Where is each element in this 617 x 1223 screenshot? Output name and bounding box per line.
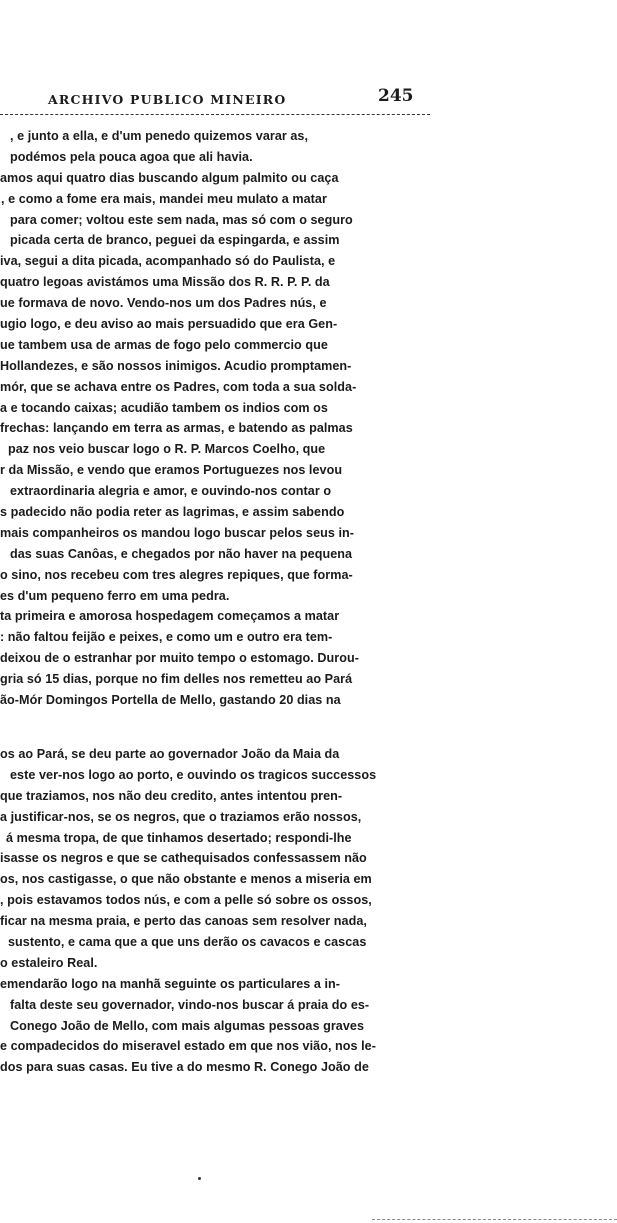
- text-line: o estaleiro Real.: [0, 955, 98, 970]
- text-line: s padecido não podia reter as lagrimas, e assim sabendo: [0, 505, 345, 520]
- text-line: os ao Pará, se deu parte ao governador João da Maia da: [0, 746, 340, 761]
- text-line: deixou de o estranhar por muito tempo o estomago. Durou-: [0, 651, 359, 666]
- text-line: amos aqui quatro dias buscando algum palmito ou caça: [0, 170, 339, 185]
- text-line: o sino, nos recebeu com tres alegres repiques, que forma-: [0, 567, 353, 582]
- text-line: á mesma tropa, de que tinhamos desertado; respondi-lhe: [6, 830, 352, 845]
- paragraph-gap: [0, 711, 440, 744]
- text-line: dos para suas casas. Eu tive a do mesmo R. Conego João de: [0, 1060, 369, 1075]
- text-line: das suas Canôas, e chegados por não haver na pequena: [10, 546, 353, 561]
- text-line: mór, que se achava entre os Padres, com toda a sua solda-: [0, 379, 357, 394]
- text-line: a justificar-nos, se os negros, que o traziamos erão nossos,: [0, 809, 362, 824]
- text-line: e compadecidos do miseravel estado em que nos vião, nos le-: [0, 1039, 376, 1054]
- stray-dot-mark: [198, 1177, 201, 1180]
- text-line: extraordinaria alegria e amor, e ouvindo-nos contar o: [10, 484, 332, 499]
- text-line: ue tambem usa de armas de fogo pelo commercio que: [0, 337, 328, 352]
- text-line: ue formava de novo. Vendo-nos um dos Padres nús, e: [0, 296, 327, 311]
- text-line: quatro legoas avistámos uma Missão dos R. R. P. P. da: [0, 275, 330, 290]
- text-line: Conego João de Mello, com mais algumas pessoas graves: [10, 1018, 364, 1033]
- text-line: picada certa de branco, peguei da espingarda, e assim: [10, 233, 340, 248]
- text-line: ugio logo, e deu aviso ao mais persuadido que era Gen-: [0, 317, 338, 332]
- text-line: a e tocando caixas; acudião tambem os indios com os: [0, 400, 328, 415]
- text-line: gria só 15 dias, porque no fim delles nos remetteu ao Pará: [0, 672, 353, 687]
- text-line: frechas: lançando em terra as armas, e batendo as palmas: [0, 421, 353, 436]
- text-line: , pois estavamos todos nús, e com a pelle só sobre os ossos,: [0, 893, 372, 908]
- text-line: falta deste seu governador, vindo-nos buscar á praia do es-: [10, 997, 370, 1012]
- header-rule: [0, 114, 430, 115]
- text-line: podémos pela pouca agoa que ali havia.: [10, 149, 253, 164]
- text-line: que traziamos, nos não deu credito, antes intentou pren-: [0, 788, 343, 803]
- text-line: Hollandezes, e são nossos inimigos. Acudio promptamen-: [0, 358, 352, 373]
- footer-rule: [372, 1219, 617, 1220]
- text-line: ão-Mór Domingos Portella de Mello, gastando 20 dias na: [0, 693, 341, 708]
- text-line: os, nos castigasse, o que não obstante e menos a miseria em: [0, 872, 372, 887]
- text-line: sustento, e cama que a que uns derão os cavacos e cascas: [8, 934, 367, 949]
- text-line: r da Missão, e vendo que eramos Portuguezes nos levou: [0, 463, 343, 478]
- page-number: 245: [378, 86, 414, 106]
- text-line: , e junto a ella, e d'um penedo quizemos varar as,: [10, 129, 309, 143]
- body-text: [0, 126, 440, 1078]
- text-line: para comer; voltou este sem nada, mas só com o seguro: [10, 212, 353, 227]
- text-line: isasse os negros e que se cathequisados confessassem não: [0, 851, 367, 866]
- text-line: ta primeira e amorosa hospedagem começamos a matar: [0, 609, 340, 624]
- text-line: iva, segui a dita picada, acompanhado só do Paulista, e: [0, 254, 336, 269]
- text-line: , e como a fome era mais, mandei meu mulato a matar: [1, 191, 327, 206]
- text-line: ficar na mesma praia, e perto das canoas sem resolver nada,: [0, 914, 367, 929]
- text-line: es d'um pequeno ferro em uma pedra.: [0, 588, 230, 603]
- text-line: emendarão logo na manhã seguinte os particulares a in-: [0, 976, 341, 991]
- text-line: mais companheiros os mandou logo buscar pelos seus in-: [0, 525, 355, 540]
- running-head: ARCHIVO PUBLICO MINEIRO: [48, 92, 287, 107]
- text-line: paz nos veio buscar logo o R. P. Marcos Coelho, que: [8, 442, 326, 457]
- text-line: : não faltou feijão e peixes, e como um e outro era tem-: [0, 630, 333, 645]
- text-line: este ver-nos logo ao porto, e ouvindo os tragicos successos: [10, 767, 377, 782]
